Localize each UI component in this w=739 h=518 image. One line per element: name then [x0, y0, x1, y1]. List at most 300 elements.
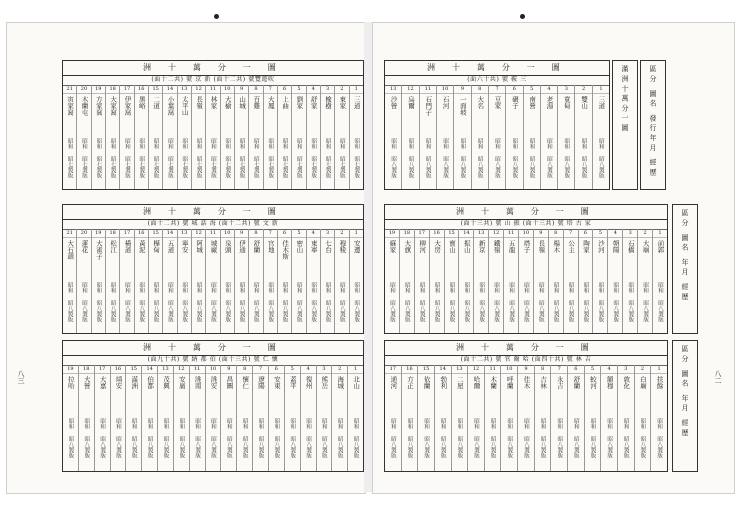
map-sheet-column	[452, 365, 469, 471]
map-sheet-column	[420, 85, 437, 189]
sheet-name: 洮南	[193, 376, 202, 389]
map-sheet-column	[348, 365, 363, 471]
era-label: 昭和	[493, 282, 500, 293]
sheet-number: 3	[321, 229, 334, 238]
map-sheet-column	[142, 365, 158, 471]
era-label: 昭和	[241, 418, 248, 429]
edition-label: 昭八製版	[476, 156, 483, 178]
sheet-number: 3	[618, 365, 634, 374]
sheet-name: 穆稜	[338, 240, 347, 253]
map-sheet-column	[307, 229, 321, 333]
era-label: 昭和	[195, 138, 202, 149]
map-sheet-column	[623, 229, 638, 333]
era-label: 昭和	[166, 282, 173, 293]
sheet-name: 復州	[304, 376, 313, 389]
edition-label: 昭八製版	[511, 156, 518, 178]
map-sheet-column	[472, 85, 489, 189]
map-sheet-column	[535, 365, 552, 471]
binding-hole	[214, 14, 219, 19]
block-subtitle: (面十二共) 號 城 話 海 (面十二共) 號 文 新	[63, 219, 363, 230]
block-title: 洲 十 萬 分 一 圖	[385, 341, 667, 356]
edition-label: 昭八製版	[305, 436, 312, 458]
sheet-number: 17	[95, 365, 110, 374]
map-sheet-column	[501, 365, 518, 471]
block-columns	[63, 85, 363, 189]
sheet-name: 方正	[405, 376, 414, 389]
map-sheet-column	[445, 229, 460, 333]
edition-label: 昭七製版	[310, 156, 317, 178]
index-side-label	[672, 340, 698, 472]
edition-label: 昭八製版	[656, 436, 663, 458]
sheet-name: 大鳳	[266, 96, 275, 109]
era-label: 昭和	[612, 282, 619, 293]
era-label: 昭和	[656, 418, 663, 429]
edition-label: 昭七製版	[181, 156, 188, 178]
era-label: 昭和	[320, 418, 327, 429]
sheet-name: 熊岳	[320, 376, 329, 389]
edition-label: 昭八製版	[406, 436, 413, 458]
sheet-name: 勃利	[439, 376, 448, 389]
sheet-number: 13	[474, 229, 488, 238]
era-label: 昭和	[138, 282, 145, 293]
sheet-name: 劉家	[295, 96, 304, 109]
sheet-name: 陶家	[582, 240, 591, 253]
era-label: 昭和	[424, 138, 431, 149]
block-subtitle: (面九十共) 號 納 都 伯 (面十三共) 號 仁 懷	[63, 355, 363, 366]
map-sheet-column	[385, 365, 402, 471]
edition-label: 昭八製版	[642, 300, 649, 322]
side-label-text: 區分 圖名 年月 經歷	[681, 209, 689, 303]
sheet-name: 伯都	[146, 376, 155, 389]
sheet-number: 2	[335, 85, 348, 94]
sheet-name: 蛟河	[589, 376, 597, 389]
sheet-number: 9	[235, 229, 248, 238]
edition-label: 昭八製版	[473, 436, 480, 458]
sheet-number: 16	[402, 365, 418, 374]
era-label: 昭和	[563, 138, 570, 149]
edition-label: 昭八製版	[442, 156, 449, 178]
edition-label: 昭八製版	[522, 436, 529, 458]
era-label: 昭和	[556, 418, 563, 429]
edition-label: 昭八製版	[273, 436, 280, 458]
map-sheet-column	[321, 229, 335, 333]
era-label: 昭和	[166, 138, 173, 149]
sheet-number: 5	[292, 229, 305, 238]
map-sheet-column	[206, 365, 222, 471]
edition-label: 昭八製版	[552, 300, 559, 322]
sheet-number: 15	[418, 365, 434, 374]
sheet-number: 5	[593, 229, 607, 238]
era-label: 昭和	[545, 138, 552, 149]
map-sheet-column	[192, 85, 206, 189]
sheet-name: 大嘉	[98, 376, 107, 389]
sheet-name: 吉林	[539, 376, 548, 389]
sheet-number: 4	[601, 365, 617, 374]
edition-label: 昭八製版	[567, 300, 574, 322]
sheet-number: 17	[415, 229, 429, 238]
edition-label: 昭七製版	[353, 156, 360, 178]
map-sheet-column	[415, 229, 430, 333]
page-number-right: 八二	[714, 370, 722, 384]
map-sheet-column	[402, 365, 419, 471]
map-sheet-column	[192, 229, 206, 333]
map-sheet-column	[285, 365, 301, 471]
map-sheet-column	[651, 365, 667, 471]
map-sheet-column	[135, 229, 149, 333]
map-sheet-column	[489, 85, 506, 189]
sheet-number: 4	[307, 85, 320, 94]
era-label: 昭和	[83, 418, 90, 429]
sheet-number: 9	[454, 85, 470, 94]
era-label: 昭和	[622, 418, 629, 429]
sheet-name: 橫道	[123, 240, 132, 253]
sheet-number: 12	[489, 229, 503, 238]
sheet-number: 4	[301, 365, 316, 374]
era-label: 昭和	[442, 138, 449, 149]
map-sheet-column	[454, 85, 471, 189]
map-sheet-column	[178, 85, 192, 189]
map-sheet-column	[278, 85, 292, 189]
edition-label: 昭八製版	[656, 300, 663, 322]
sheet-name: 楡樹	[324, 96, 333, 109]
sheet-name: 永吉	[555, 376, 564, 389]
sheet-number: 3	[558, 85, 574, 94]
sheet-name: 前郭	[656, 240, 665, 253]
sheet-name: 大榆	[223, 96, 232, 109]
era-label: 昭和	[463, 282, 470, 293]
era-label: 昭和	[109, 138, 116, 149]
edition-label: 昭八製版	[310, 300, 317, 322]
sheet-name: 百雞	[252, 96, 261, 109]
map-sheet-column	[149, 229, 163, 333]
era-label: 昭和	[511, 138, 518, 149]
sheet-name: 海城	[336, 376, 345, 389]
map-sheet-column	[221, 365, 237, 471]
era-label: 昭和	[528, 138, 535, 149]
edition-label: 昭八製版	[463, 300, 470, 322]
era-label: 昭和	[152, 138, 159, 149]
sheet-number: 8	[249, 85, 262, 94]
edition-label: 昭八製版	[152, 300, 159, 322]
era-label: 昭和	[476, 138, 483, 149]
map-sheet-column	[269, 365, 285, 471]
sheet-name: 大家窩	[109, 96, 118, 116]
map-sheet-column	[178, 229, 192, 333]
sheet-name: 上曲	[281, 96, 290, 109]
sheet-number: 14	[142, 365, 157, 374]
era-label: 昭和	[162, 418, 169, 429]
era-label: 昭和	[336, 418, 343, 429]
sheet-number: 13	[158, 365, 173, 374]
sheet-name: 寶山	[448, 240, 456, 253]
sheet-number: 14	[435, 365, 451, 374]
map-table-block	[62, 60, 364, 190]
sheet-name: 安邊	[352, 240, 361, 253]
sheet-name: 沙營	[389, 96, 398, 109]
sheet-name: 依蘭	[422, 376, 431, 389]
map-sheet-column	[77, 229, 91, 333]
map-sheet-column	[385, 85, 402, 189]
edition-label: 昭八製版	[166, 300, 173, 322]
sheet-name: 二屋	[455, 376, 464, 389]
sheet-number: 17	[120, 229, 133, 238]
era-label: 昭和	[66, 138, 73, 149]
map-sheet-column	[579, 229, 594, 333]
sheet-number: 9	[534, 229, 548, 238]
edition-label: 昭八製版	[225, 436, 232, 458]
era-label: 昭和	[123, 282, 130, 293]
map-sheet-column	[221, 229, 235, 333]
map-sheet-column	[335, 85, 349, 189]
sheet-name: 舒蘭	[572, 376, 581, 389]
map-sheet-column	[163, 229, 177, 333]
era-label: 昭和	[338, 138, 345, 149]
edition-label: 昭八製版	[456, 436, 463, 458]
sheet-name: 拉哈	[66, 376, 75, 389]
era-label: 昭和	[305, 418, 312, 429]
sheet-number: 7	[489, 85, 505, 94]
index-side-label	[640, 60, 666, 190]
era-label: 昭和	[390, 138, 397, 149]
sheet-number: 18	[106, 85, 119, 94]
sheet-number: 8	[535, 365, 551, 374]
sheet-name: 通河	[389, 376, 398, 389]
sheet-number: 3	[317, 365, 332, 374]
sheet-number: 7	[564, 229, 578, 238]
map-sheet-column	[158, 365, 174, 471]
sheet-name: 柳河	[418, 240, 427, 253]
map-sheet-column	[253, 365, 269, 471]
map-sheet-column	[385, 229, 400, 333]
sheet-name: 一面坡	[458, 96, 467, 116]
sheet-name: 小葉窩	[166, 96, 175, 116]
sheet-name: 三道	[352, 96, 361, 109]
era-label: 昭和	[459, 138, 466, 149]
sheet-number: 2	[335, 229, 348, 238]
sheet-name: 懷仁	[241, 376, 250, 389]
sheet-name: 舒家	[309, 96, 318, 109]
era-label: 昭和	[224, 138, 231, 149]
sheet-name: 哈爾	[472, 376, 481, 389]
sheet-number: 11	[206, 229, 219, 238]
sheet-number: 19	[63, 365, 78, 374]
map-sheet-column	[485, 365, 502, 471]
edition-label: 昭七製版	[324, 156, 331, 178]
edition-label: 昭八製版	[83, 436, 90, 458]
sheet-number: 19	[92, 229, 105, 238]
sheet-name: 黑峪	[137, 96, 146, 109]
map-sheet-column	[653, 229, 667, 333]
era-label: 昭和	[567, 282, 574, 293]
block-title: 洲 十 萬 分 一 圖	[385, 61, 609, 76]
block-subtitle: (面十三共) 號 山 振 (面十三共) 號 塔 古 家	[385, 219, 667, 230]
edition-label: 昭七製版	[166, 156, 173, 178]
sheet-number: 5	[524, 85, 540, 94]
sheet-name: 鐵嶺	[492, 240, 501, 253]
map-table-block	[62, 204, 364, 334]
era-label: 昭和	[352, 418, 359, 429]
map-sheet-column	[435, 365, 452, 471]
edition-label: 昭八製版	[224, 300, 231, 322]
era-label: 昭和	[478, 282, 485, 293]
edition-label: 昭八製版	[448, 300, 455, 322]
sheet-number: 9	[518, 365, 534, 374]
era-label: 昭和	[224, 282, 231, 293]
sheet-number: 16	[135, 85, 148, 94]
sheet-number: 16	[430, 229, 444, 238]
edition-label: 昭七製版	[238, 156, 245, 178]
map-sheet-column	[307, 85, 321, 189]
sheet-name: 舒蘭	[252, 240, 261, 253]
era-label: 昭和	[418, 282, 425, 293]
sheet-name: 大雀子	[94, 240, 103, 260]
era-label: 昭和	[589, 418, 596, 429]
map-sheet-column	[468, 365, 485, 471]
era-label: 昭和	[324, 282, 331, 293]
sheet-number: 10	[519, 229, 533, 238]
book-spine	[364, 22, 372, 492]
edition-label: 昭八製版	[597, 156, 604, 178]
map-sheet-column	[301, 365, 317, 471]
era-label: 昭和	[95, 282, 102, 293]
map-sheet-column	[459, 229, 474, 333]
era-label: 昭和	[295, 138, 302, 149]
sheet-number: 20	[77, 85, 90, 94]
era-label: 昭和	[95, 138, 102, 149]
era-label: 昭和	[66, 282, 73, 293]
map-sheet-column	[551, 365, 568, 471]
edition-label: 昭八製版	[489, 436, 496, 458]
era-label: 昭和	[407, 138, 414, 149]
sheet-number: 12	[174, 365, 189, 374]
map-sheet-column	[506, 85, 523, 189]
sheet-number: 10	[221, 229, 234, 238]
era-label: 昭和	[257, 418, 264, 429]
era-label: 昭和	[439, 418, 446, 429]
edition-label: 昭八製版	[622, 436, 629, 458]
era-label: 昭和	[130, 418, 137, 429]
edition-label: 昭七製版	[66, 156, 73, 178]
map-sheet-column	[92, 229, 106, 333]
sheet-name: 安廣	[177, 376, 186, 389]
sheet-number: 13	[452, 365, 468, 374]
map-sheet-column	[77, 85, 91, 189]
map-sheet-column	[106, 85, 120, 189]
map-sheet-column	[558, 85, 575, 189]
edition-label: 昭七製版	[152, 156, 159, 178]
sheet-name: 寅家窩	[66, 96, 75, 116]
sheet-number: 21	[63, 229, 76, 238]
sheet-number: 4	[608, 229, 622, 238]
map-sheet-column	[575, 85, 592, 189]
sheet-name: 石橋	[626, 240, 635, 253]
era-label: 昭和	[267, 282, 274, 293]
sheet-name: 碾子	[510, 96, 519, 109]
era-label: 昭和	[238, 282, 245, 293]
edition-label: 昭八製版	[506, 436, 513, 458]
edition-label: 昭八製版	[556, 436, 563, 458]
edition-label: 昭七製版	[252, 156, 259, 178]
edition-label: 昭七製版	[109, 156, 116, 178]
edition-label: 昭八製版	[195, 300, 202, 322]
era-label: 昭和	[597, 282, 604, 293]
edition-label: 昭八製版	[181, 300, 188, 322]
edition-label: 昭八製版	[281, 300, 288, 322]
sheet-name: 白廟	[638, 376, 647, 389]
sheet-name: 振山	[462, 240, 471, 253]
index-side-label	[672, 204, 698, 334]
map-sheet-column	[120, 85, 134, 189]
block-columns	[63, 365, 363, 471]
era-label: 昭和	[181, 138, 188, 149]
edition-label: 昭八製版	[130, 436, 137, 458]
era-label: 昭和	[123, 138, 130, 149]
block-columns	[385, 85, 609, 189]
sheet-number: 15	[149, 229, 162, 238]
era-label: 昭和	[656, 282, 663, 293]
era-label: 昭和	[552, 282, 559, 293]
era-label: 昭和	[388, 282, 395, 293]
era-label: 昭和	[582, 282, 589, 293]
sheet-number: 15	[126, 365, 141, 374]
map-sheet-column	[350, 85, 363, 189]
edition-label: 昭八製版	[123, 300, 130, 322]
era-label: 昭和	[580, 138, 587, 149]
sheet-number: 6	[579, 229, 593, 238]
sheet-name: 豆家	[493, 96, 502, 109]
era-label: 昭和	[289, 418, 296, 429]
map-sheet-column	[63, 365, 79, 471]
sheet-number: 1	[350, 85, 363, 94]
era-label: 昭和	[473, 418, 480, 429]
edition-label: 昭八製版	[390, 156, 397, 178]
map-sheet-column	[638, 229, 653, 333]
sheet-number: 2	[638, 229, 652, 238]
edition-label: 昭八製版	[522, 300, 529, 322]
sheet-number: 3	[321, 85, 334, 94]
era-label: 昭和	[209, 138, 216, 149]
sheet-number: 6	[269, 365, 284, 374]
sheet-number: 6	[278, 85, 291, 94]
map-sheet-column	[418, 365, 435, 471]
block-subtitle: (面六十共) 號 鞍 三	[385, 75, 609, 86]
sheet-name: 滿洲	[130, 376, 139, 389]
sheet-number: 7	[551, 365, 567, 374]
edition-label: 昭八製版	[252, 300, 259, 322]
sheet-name: 東寧	[309, 240, 318, 253]
sheet-number: 18	[400, 229, 414, 238]
map-sheet-column	[79, 365, 95, 471]
map-sheet-column	[489, 229, 504, 333]
sheet-name: 伊家窩	[123, 96, 132, 116]
edition-label: 昭七製版	[295, 156, 302, 178]
sheet-name: 靖安	[114, 376, 123, 389]
sheet-name: 阿城	[195, 240, 204, 253]
sheet-name: 方家窩	[94, 96, 103, 116]
map-sheet-column	[120, 229, 134, 333]
sheet-name: 呼蘭	[505, 376, 514, 389]
sheet-number: 18	[106, 229, 119, 238]
edition-label: 昭八製版	[388, 300, 395, 322]
sheet-name: 官地	[266, 240, 275, 253]
sheet-number: 8	[472, 85, 488, 94]
sheet-number: 8	[549, 229, 563, 238]
map-table-block	[62, 340, 364, 472]
edition-label: 昭八製版	[320, 436, 327, 458]
edition-label: 昭八製版	[582, 300, 589, 322]
map-sheet-column	[63, 229, 77, 333]
sheet-name: 石門子	[424, 96, 433, 116]
